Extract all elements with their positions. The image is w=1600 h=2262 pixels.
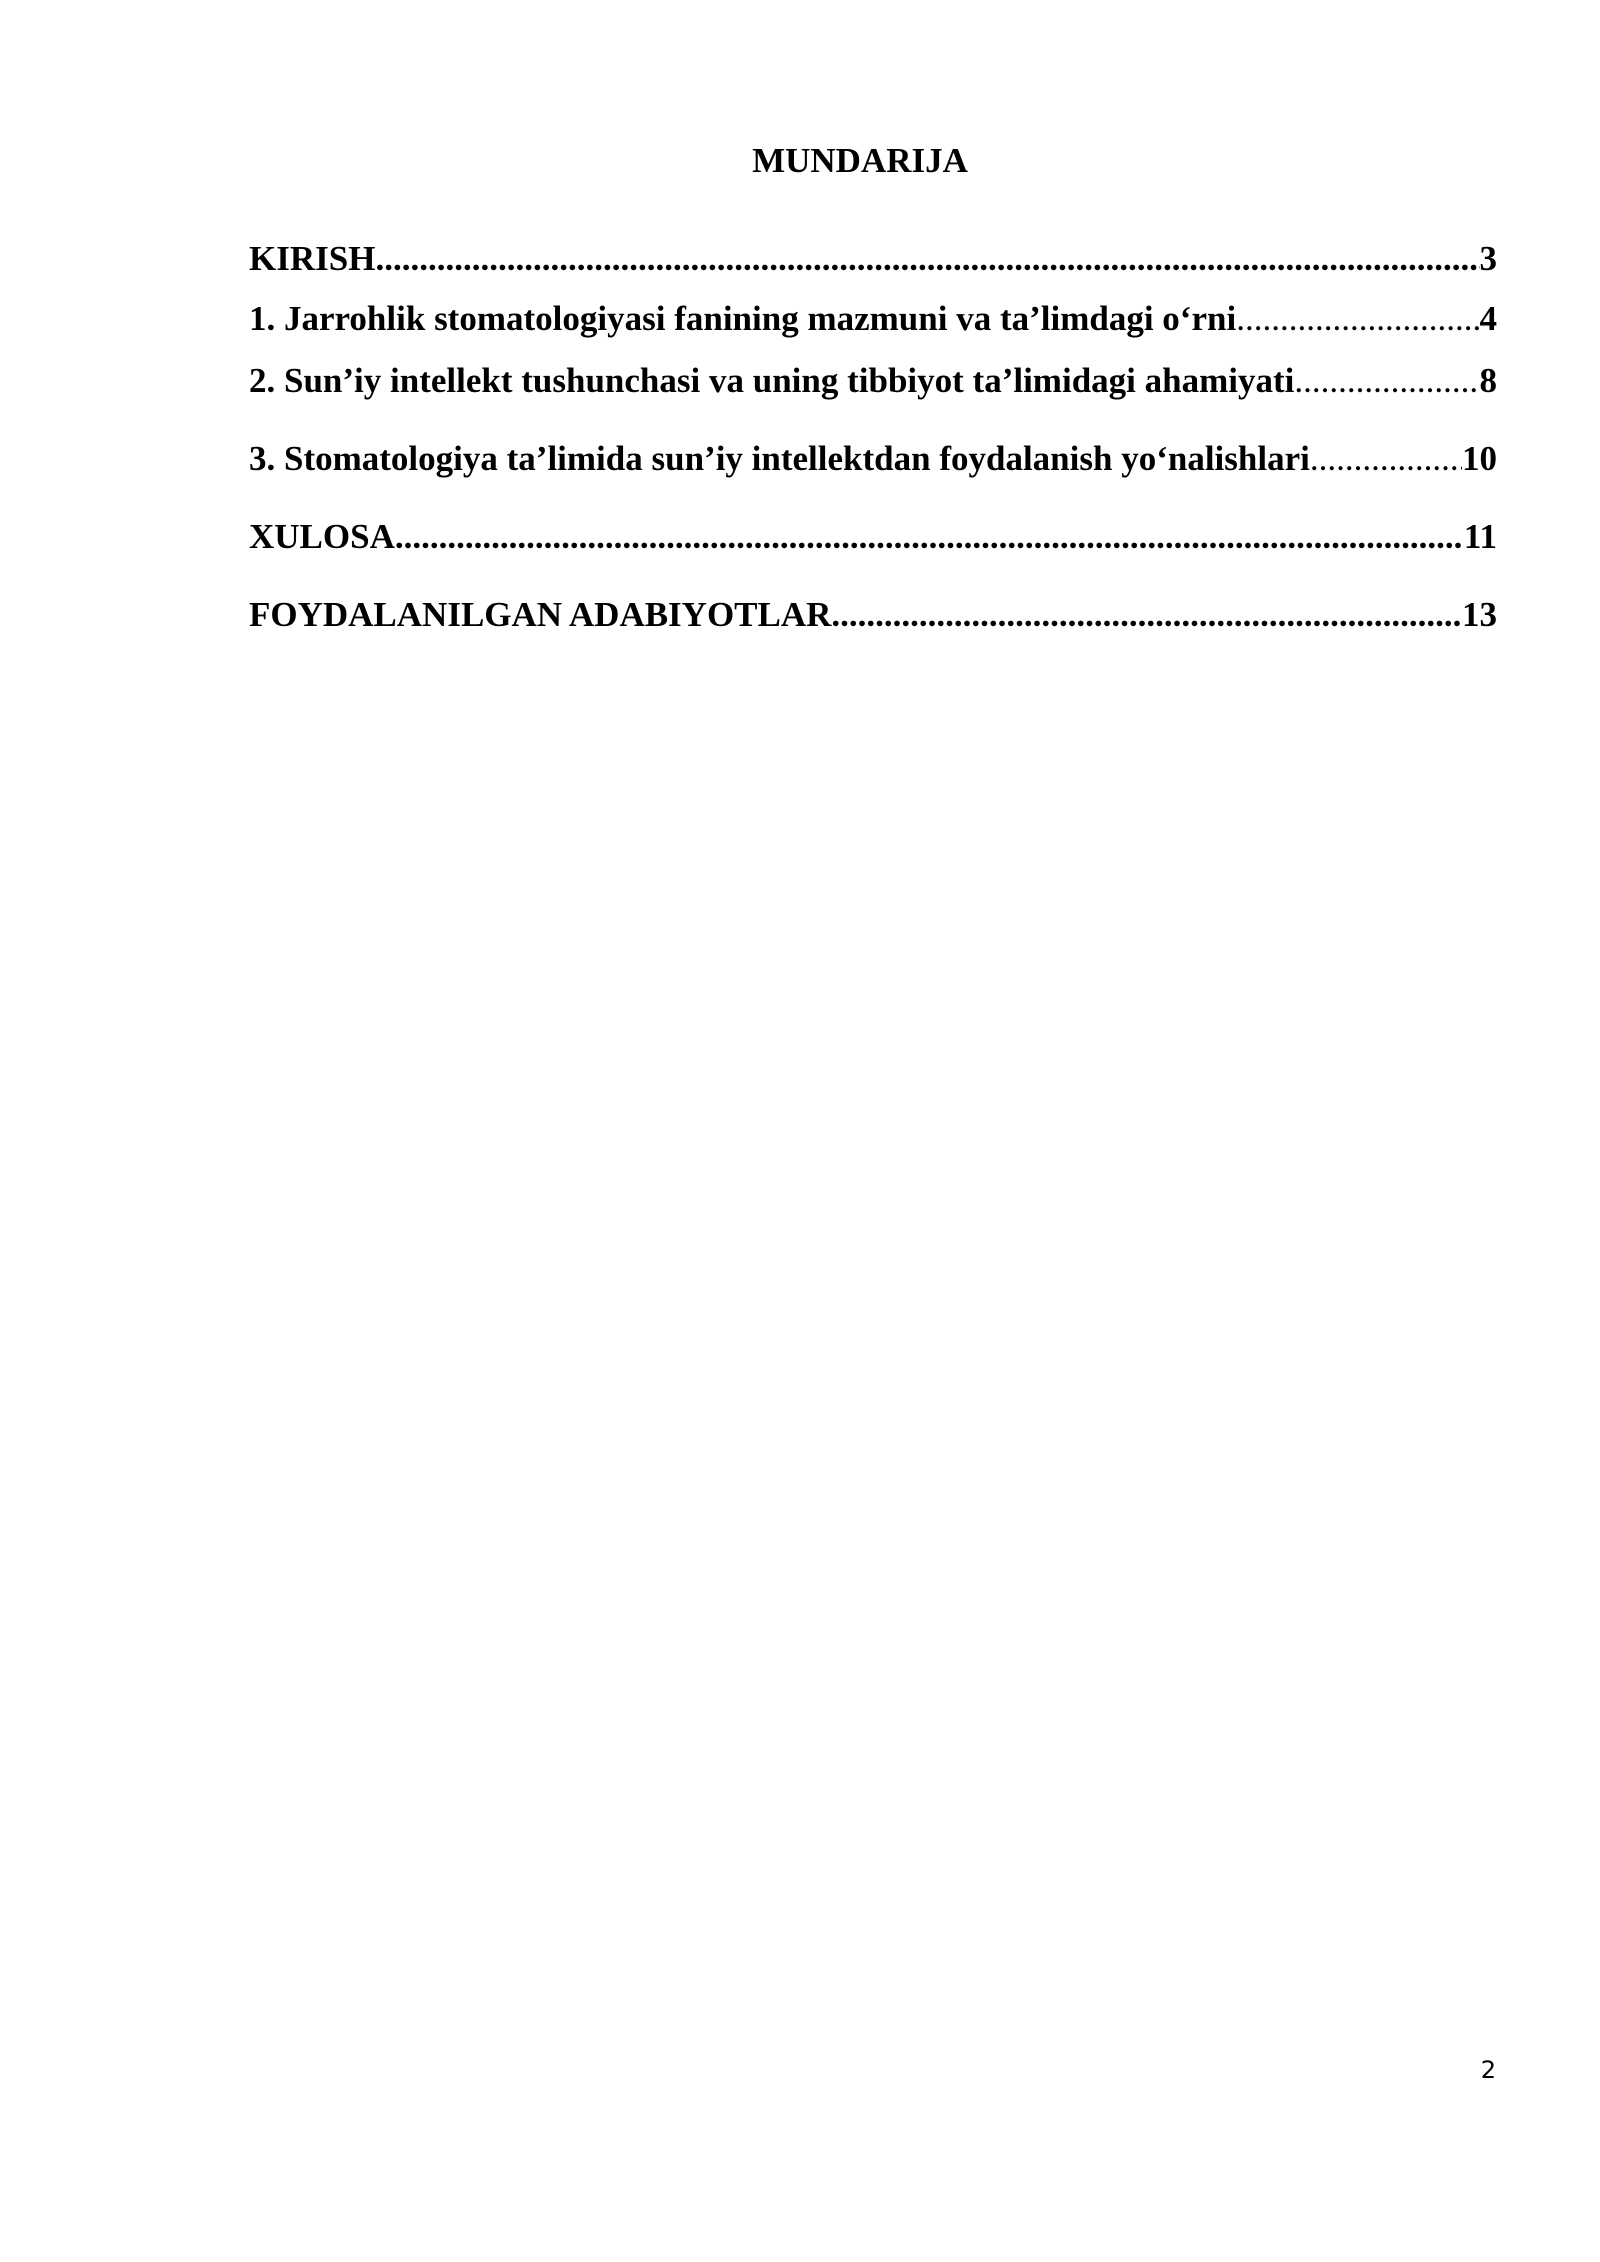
toc-entry-chapter-2[interactable] xyxy=(249,360,1497,418)
toc-entry-page: 10 xyxy=(1462,439,1497,478)
toc-dot-leader xyxy=(375,238,1479,280)
toc-dot-leader xyxy=(1236,298,1479,340)
toc-entry-references[interactable] xyxy=(249,594,1497,652)
toc-entry-kirish[interactable] xyxy=(249,238,1497,298)
toc-entry-chapter-1[interactable] xyxy=(249,298,1497,340)
toc-dot-leader xyxy=(1294,360,1479,402)
toc-entry-label: 1. Jarrohlik stomatologiyasi fanining mazmuni va ta’limdagi o‘rni xyxy=(249,299,1237,338)
toc-entry-xulosa[interactable] xyxy=(249,516,1497,574)
toc-entry-label: 3. Stomatologiya ta’limida sun’iy intellektdan foydalanish yo‘nalishlari xyxy=(249,439,1310,478)
toc-entry-page: 13 xyxy=(1462,595,1497,634)
page-number: 2 xyxy=(1480,2056,1496,2084)
toc-title: MUNDARIJA xyxy=(752,141,968,180)
toc-entry-label: FOYDALANILGAN ADABIYOTLAR xyxy=(249,595,832,634)
toc-entry-page: 8 xyxy=(1479,361,1497,400)
toc-entry-page: 3 xyxy=(1479,239,1497,278)
toc-entry-label: 2. Sun’iy intellekt tushunchasi va uning tibbiyot ta’limidagi ahamiyati xyxy=(249,361,1295,400)
toc-entry-page: 4 xyxy=(1479,299,1497,338)
toc-entry-chapter-3[interactable] xyxy=(249,438,1497,496)
toc-entry-label: XULOSA xyxy=(249,517,395,556)
toc-entry-label: KIRISH xyxy=(249,239,376,278)
toc-entry-page: 11 xyxy=(1463,517,1497,556)
toc-dot-leader xyxy=(1310,438,1462,480)
toc-dot-leader xyxy=(831,594,1462,636)
toc-dot-leader xyxy=(395,516,1464,558)
table-of-contents xyxy=(249,238,1497,652)
